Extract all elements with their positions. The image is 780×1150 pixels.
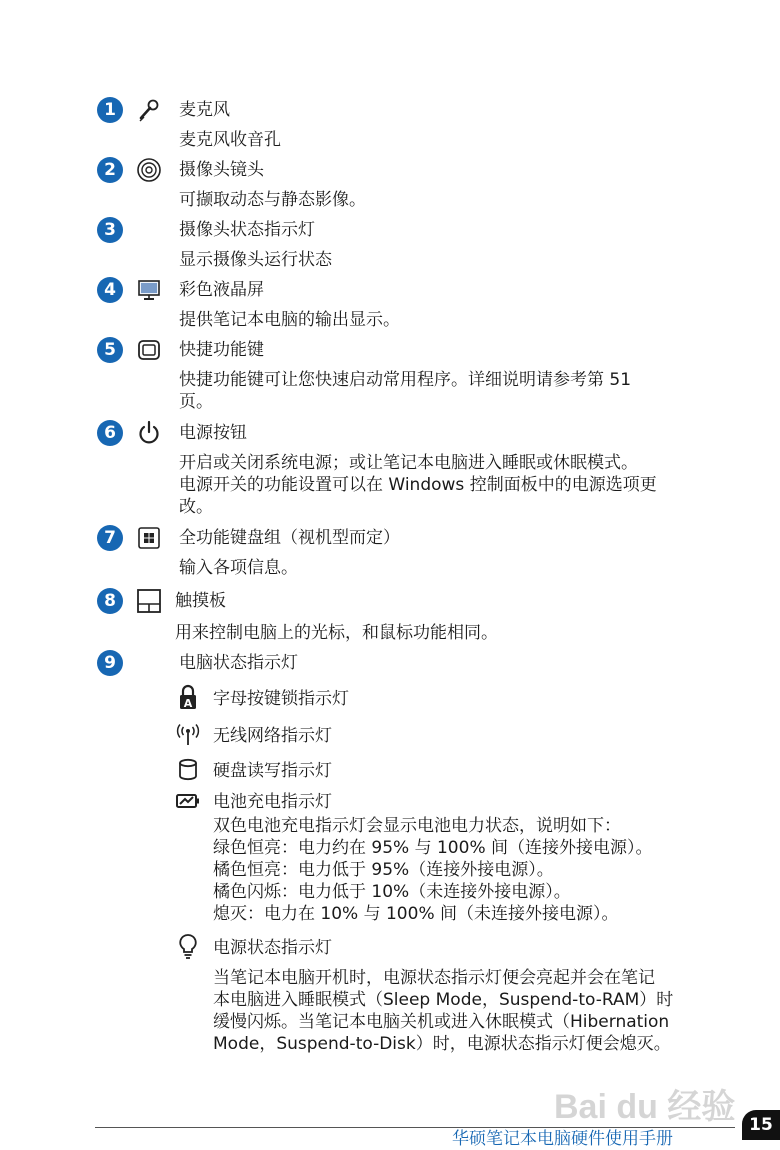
touchpad-icon (135, 587, 163, 615)
desc-line: 双色电池充电指示灯会显示电池电力状态，说明如下： (213, 816, 621, 836)
item-number-8: 8 (97, 588, 123, 614)
desc-line: 橘色闪烁：电力低于 10%（未连接外接电源）。 (213, 882, 571, 902)
item-desc-power (179, 452, 691, 518)
item-number-4: 4 (97, 277, 123, 303)
item-number-3: 3 (97, 217, 123, 243)
desc-line: 快捷功能键可让您快速启动常用程序。详细说明请参考第 51 (179, 370, 632, 390)
item-number-5: 5 (97, 337, 123, 363)
desc-line: Mode，Suspend-to-Disk）时，电源状态指示灯便会熄灭。 (213, 1034, 671, 1054)
desc-line: 熄灭：电力在 10% 与 100% 间（未连接外接电源）。 (213, 904, 619, 924)
item-desc-hotkeys (179, 369, 691, 413)
wireless-icon (175, 722, 201, 748)
item-desc-lcd (179, 309, 691, 331)
desc-line: 当笔记本电脑开机时，电源状态指示灯便会亮起并会在笔记 (213, 968, 655, 988)
power-icon (135, 419, 163, 447)
indicator-title-battery: 电池充电指示灯 (213, 792, 332, 812)
item-desc-camera-indicator (179, 249, 691, 271)
desc-line: 开启或关闭系统电源；或让笔记本电脑进入睡眠或休眠模式。 (179, 453, 638, 473)
microphone-icon (135, 96, 163, 124)
item-title-status-indicators: 电脑状态指示灯 (179, 653, 298, 673)
item-number-9: 9 (97, 650, 123, 676)
indicator-title-hdd: 硬盘读写指示灯 (213, 761, 332, 781)
item-title-power: 电源按钮 (179, 423, 247, 443)
item-desc-touchpad (175, 622, 687, 644)
desc-line: 橘色恒亮：电力低于 95%（连接外接电源）。 (213, 860, 554, 880)
desc-line: 用来控制电脑上的光标，和鼠标功能相同。 (175, 623, 498, 643)
power-status-icon (175, 933, 201, 959)
indicator-desc-battery (213, 815, 693, 925)
desc-line: 显示摄像头运行状态 (179, 250, 332, 270)
indicator-desc-power-status (213, 967, 693, 1055)
indicator-title-power-status: 电源状态指示灯 (213, 938, 332, 958)
watermark-text: Bai du 经验 (554, 1088, 736, 1126)
battery-charge-icon (175, 788, 201, 814)
item-title-camera: 摄像头镜头 (179, 160, 264, 180)
desc-line: 改。 (179, 497, 213, 517)
indicator-title-capslock: 字母按键锁指示灯 (213, 689, 349, 709)
item-title-keyboard: 全功能键盘组（视机型而定） (179, 528, 400, 548)
keyboard-windows-icon (135, 524, 163, 552)
item-number-7: 7 (97, 525, 123, 551)
desc-line: 麦克风收音孔 (179, 130, 281, 150)
desc-line: 缓慢闪烁。当笔记本电脑关机或进入休眠模式（Hibernation (213, 1012, 670, 1032)
item-desc-microphone (179, 129, 691, 151)
item-desc-keyboard (179, 557, 691, 579)
item-title-microphone: 麦克风 (179, 100, 230, 120)
desc-line: 可撷取动态与静态影像。 (179, 190, 366, 210)
item-title-camera-indicator: 摄像头状态指示灯 (179, 220, 315, 240)
item-title-hotkeys: 快捷功能键 (179, 340, 264, 360)
desc-line: 提供笔记本电脑的输出显示。 (179, 310, 400, 330)
footer-title: 华硕笔记本电脑硬件使用手册 (452, 1129, 673, 1149)
item-desc-camera (179, 189, 691, 211)
desc-line: 电源开关的功能设置可以在 Windows 控制面板中的电源选项更 (179, 475, 657, 495)
capslock-icon (175, 684, 201, 710)
svg-text:A: A (183, 697, 193, 710)
item-number-6: 6 (97, 420, 123, 446)
baidu-watermark (548, 1070, 748, 1130)
item-title-lcd: 彩色液晶屏 (179, 280, 264, 300)
camera-lens-icon (135, 156, 163, 184)
desc-line: 输入各项信息。 (179, 558, 298, 578)
lcd-monitor-icon (135, 276, 163, 304)
page-number: 15 (742, 1110, 780, 1140)
desc-line: 本电脑进入睡眠模式（Sleep Mode，Suspend-to-RAM）时 (213, 990, 674, 1010)
item-title-touchpad: 触摸板 (175, 591, 226, 611)
item-number-2: 2 (97, 157, 123, 183)
hotkey-icon (135, 336, 163, 364)
hdd-icon (175, 757, 201, 783)
desc-line: 绿色恒亮：电力约在 95% 与 100% 间（连接外接电源）。 (213, 838, 653, 858)
item-number-1: 1 (97, 97, 123, 123)
indicator-title-wireless: 无线网络指示灯 (213, 726, 332, 746)
desc-line: 页。 (179, 392, 213, 412)
